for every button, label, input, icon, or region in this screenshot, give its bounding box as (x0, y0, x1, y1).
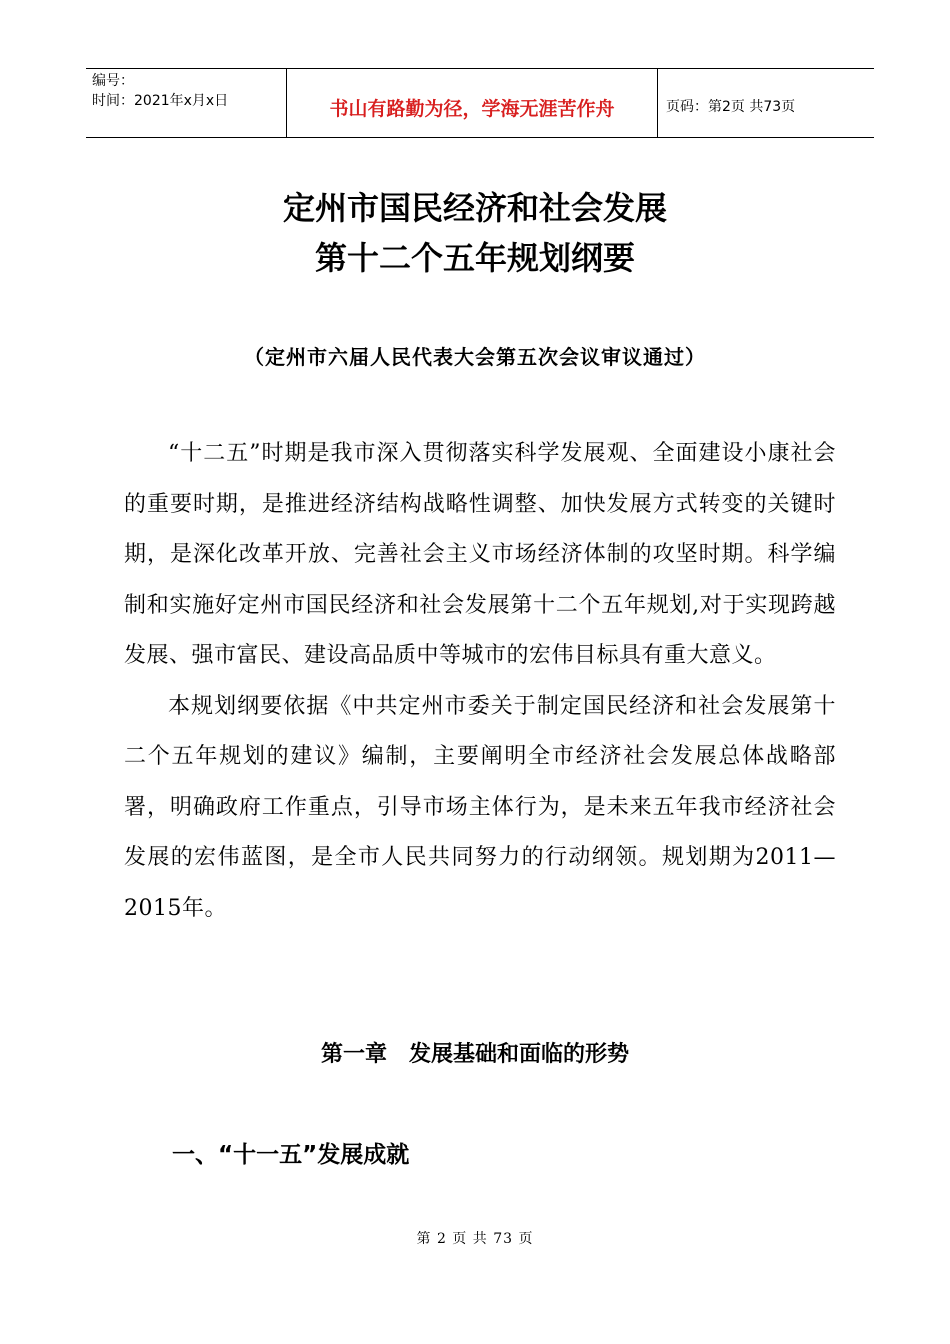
header-page-info: 页码：第2页 共73页 (666, 99, 796, 115)
body-paragraph: “十二五”时期是我市深入贯彻落实科学发展观、全面建设小康社会的重要时期，是推进经济结构战略性调整、加快发展方式转变的关键时期，是深化改革开放、完善社会主义市场经济体制的攻坚时期。科学编制和实施好定州市国民经济和社会发展第十二个五年规划,对于实现跨越发展、强市富民、建设高品质中等城市的宏伟目标具有重大意义。 (124, 441, 836, 668)
page-footer: 第 2 页 共 73 页 (416, 1231, 534, 1247)
document-title-line2: 第十二个五年规划纲要 (314, 239, 635, 277)
body-paragraph: 本规划纲要依据《中共定州市委关于制定国民经济和社会发展第十二个五年规划的建议》编制，主要阐明全市经济社会发展总体战略部署，明确政府工作重点，引导市场主体行为，是未来五年我市经济社会发展的宏伟蓝图，是全市人民共同努力的行动纲领。规划期为2011—2015年。 (124, 693, 836, 921)
header-page-cell (658, 69, 874, 137)
header-motto-cell (287, 69, 658, 137)
header-motto: 书山有路勤为径，学海无涯苦作舟 (329, 97, 615, 120)
document-subtitle: （定州市六届人民代表大会第五次会议审议通过） (244, 345, 706, 369)
chapter-heading: 第一章 发展基础和面临的形势 (320, 1042, 629, 1067)
document-time-label: 时间：2021年x月x日 (92, 93, 229, 109)
body-text (124, 429, 836, 934)
document-number-label: 编号： (92, 73, 134, 89)
header-table (86, 68, 874, 138)
document-title-line1: 定州市国民经济和社会发展 (282, 189, 667, 227)
header-meta-cell (86, 69, 287, 137)
section-heading: 一、“十一五”发展成就 (172, 1142, 410, 1168)
